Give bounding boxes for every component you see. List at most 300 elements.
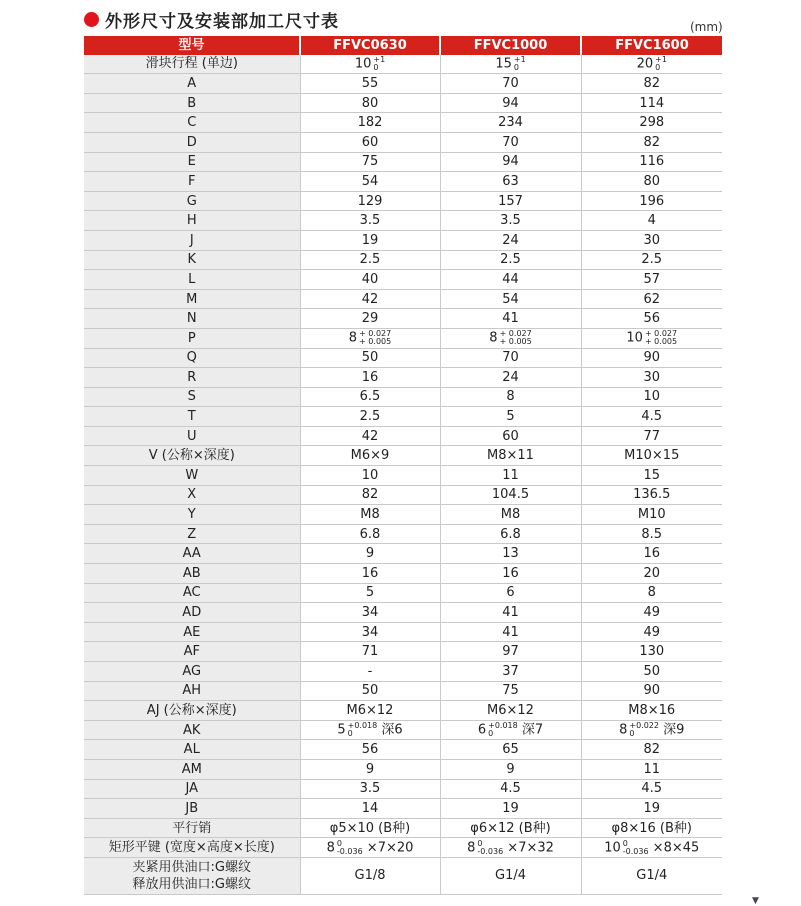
cell-value: 8 — [489, 330, 498, 346]
table-cell — [300, 230, 440, 250]
row-label: JB — [84, 799, 300, 819]
cell-value: 19 — [361, 232, 379, 248]
table-row — [84, 172, 722, 192]
table-cell — [300, 720, 440, 740]
cell-value: 196 — [639, 193, 665, 209]
tolerance-upper: + 0.027 — [359, 329, 392, 339]
cell-value: 42 — [361, 428, 379, 444]
table-cell — [581, 740, 722, 760]
table-cell — [440, 466, 581, 486]
row-label: G — [84, 191, 300, 211]
table-cell — [581, 250, 722, 270]
cell-value: 34 — [361, 624, 379, 640]
cell-value: 136.5 — [633, 487, 671, 503]
cell-suffix: ×7×32 — [503, 840, 554, 856]
cell-value: 16 — [361, 565, 379, 581]
row-label — [84, 857, 300, 894]
cell-value: 19 — [643, 800, 661, 816]
table-cell — [300, 368, 440, 388]
table-row — [84, 642, 722, 662]
cell-value: 82 — [643, 75, 661, 91]
table-row — [84, 466, 722, 486]
table-row — [84, 348, 722, 368]
table-cell — [581, 818, 722, 838]
tolerance-lower: 0 — [347, 729, 353, 739]
row-label: AJ (公称×深度) — [84, 701, 300, 721]
table-cell — [300, 564, 440, 584]
tolerance-lower: 0 — [373, 62, 379, 72]
cell-value: 2.5 — [641, 252, 663, 268]
table-cell — [581, 289, 722, 309]
tolerance-upper: + 0.027 — [499, 329, 532, 339]
table-cell — [440, 662, 581, 682]
table-row — [84, 328, 722, 348]
cell-value: 8 — [326, 840, 335, 856]
row-label: AA — [84, 544, 300, 564]
cell-value: 4.5 — [641, 409, 663, 425]
table-cell — [581, 446, 722, 466]
table-cell — [300, 211, 440, 231]
cell-value: 71 — [361, 644, 379, 660]
cell-suffix: 深6 — [377, 722, 403, 738]
table-cell — [440, 289, 581, 309]
table-cell — [440, 583, 581, 603]
cell-value: 15 — [495, 56, 512, 72]
cell-value: 42 — [361, 291, 379, 307]
table-cell — [440, 387, 581, 407]
table-cell — [581, 113, 722, 133]
table-cell — [581, 505, 722, 525]
table-cell — [440, 55, 581, 74]
table-cell — [581, 55, 722, 74]
table-cell — [300, 799, 440, 819]
row-label: V (公称×深度) — [84, 446, 300, 466]
tolerance-upper: 0 — [477, 838, 483, 848]
row-label: T — [84, 407, 300, 427]
table-cell — [581, 681, 722, 701]
cell-value: 10 — [361, 467, 379, 483]
row-label: R — [84, 368, 300, 388]
table-cell — [300, 818, 440, 838]
header-ffvc1000: FFVC1000 — [440, 36, 581, 55]
cell-value: 9 — [365, 546, 375, 562]
cell-value: 49 — [643, 605, 661, 621]
tolerance-upper: + 0.027 — [644, 329, 678, 339]
row-label: H — [84, 211, 300, 231]
cell-value: 90 — [643, 683, 661, 699]
table-cell — [300, 132, 440, 152]
table-row — [84, 55, 722, 74]
cell-value: 60 — [361, 134, 379, 150]
tolerance — [629, 722, 659, 738]
cell-value: 6.5 — [359, 389, 381, 405]
row-label: AC — [84, 583, 300, 603]
cell-value: φ8×16 (B种) — [611, 820, 692, 836]
table-row — [84, 426, 722, 446]
cell-value: 75 — [502, 683, 519, 699]
table-cell — [440, 191, 581, 211]
row-label: AB — [84, 564, 300, 584]
table-cell — [581, 857, 722, 894]
row-label-line: 释放用供油口:G螺纹 — [132, 876, 251, 892]
table-row — [84, 720, 722, 740]
table-cell — [440, 74, 581, 94]
table-cell — [440, 113, 581, 133]
table-cell — [440, 740, 581, 760]
cell-value: M6×12 — [346, 702, 394, 718]
table-row — [84, 622, 722, 642]
table-cell — [440, 132, 581, 152]
table-cell — [300, 544, 440, 564]
table-cell — [440, 348, 581, 368]
cell-value: M8 — [360, 507, 380, 523]
table-cell — [440, 426, 581, 446]
dimension-table — [84, 36, 722, 895]
table-row — [84, 230, 722, 250]
tolerance-upper: +0.022 — [629, 721, 659, 731]
cell-value: 16 — [643, 546, 661, 562]
unit-label: (mm) — [690, 20, 723, 34]
table-cell — [300, 681, 440, 701]
tolerance — [488, 722, 518, 738]
table-cell — [300, 152, 440, 172]
table-cell — [581, 387, 722, 407]
cell-value: 114 — [639, 95, 665, 111]
table-cell — [300, 662, 440, 682]
cell-value: 11 — [643, 761, 661, 777]
tolerance-lower: + 0.005 — [644, 337, 678, 347]
row-label: Y — [84, 505, 300, 525]
table-row — [84, 857, 722, 894]
cell-value: 182 — [357, 115, 383, 131]
section-title — [84, 6, 339, 32]
table-row — [84, 544, 722, 564]
table-row — [84, 387, 722, 407]
table-row — [84, 93, 722, 113]
table-cell — [440, 857, 581, 894]
tolerance-upper: +1 — [655, 54, 667, 64]
table-cell — [300, 466, 440, 486]
table-cell — [581, 74, 722, 94]
table-cell — [440, 93, 581, 113]
header-ffvc0630: FFVC0630 — [300, 36, 440, 55]
section-title-text: 外形尺寸及安装部加工尺寸表 — [105, 11, 339, 32]
cell-value: 8 — [619, 722, 628, 738]
cell-value: 50 — [361, 683, 379, 699]
table-cell — [581, 662, 722, 682]
cell-suffix: ×7×20 — [362, 840, 414, 856]
table-cell — [440, 152, 581, 172]
cell-value: 82 — [643, 742, 661, 758]
table-cell — [300, 191, 440, 211]
row-label: U — [84, 426, 300, 446]
table-row — [84, 740, 722, 760]
tolerance-lower: 0 — [629, 729, 635, 739]
scroll-down-icon: ▼ — [752, 896, 759, 906]
cell-value: 63 — [502, 173, 519, 189]
table-cell — [440, 524, 581, 544]
table-cell — [440, 368, 581, 388]
cell-value: 55 — [361, 75, 379, 91]
cell-value: 54 — [502, 291, 519, 307]
row-label: B — [84, 93, 300, 113]
table-cell — [300, 113, 440, 133]
cell-value: 6.8 — [500, 526, 521, 542]
cell-value: 3.5 — [359, 781, 381, 797]
table-cell — [581, 466, 722, 486]
tolerance-upper: +1 — [513, 54, 526, 64]
table-cell — [440, 446, 581, 466]
table-header-row — [84, 36, 722, 55]
tolerance-upper: 0 — [336, 838, 342, 848]
table-cell — [581, 407, 722, 427]
table-cell — [440, 818, 581, 838]
cell-value: 2.5 — [359, 252, 381, 268]
table-cell — [300, 328, 440, 348]
cell-value: 5 — [337, 722, 346, 738]
tolerance — [348, 722, 378, 738]
tolerance — [373, 56, 385, 72]
tolerance-upper: +0.018 — [347, 721, 378, 731]
table-row — [84, 838, 722, 858]
table-row — [84, 407, 722, 427]
cell-value: 4 — [647, 213, 656, 229]
cell-value: 15 — [643, 467, 661, 483]
cell-value: 80 — [643, 173, 661, 189]
cell-value: 70 — [502, 350, 519, 366]
row-label: JA — [84, 779, 300, 799]
row-label: Z — [84, 524, 300, 544]
table-cell — [440, 407, 581, 427]
cell-value: 70 — [502, 134, 519, 150]
cell-value: 13 — [502, 546, 519, 562]
table-row — [84, 191, 722, 211]
table-cell — [581, 759, 722, 779]
cell-value: 3.5 — [500, 213, 521, 229]
cell-value: 10 — [354, 56, 372, 72]
table-cell — [581, 799, 722, 819]
cell-value: 10 — [604, 840, 621, 856]
row-label: W — [84, 466, 300, 486]
cell-value: M10×15 — [624, 448, 680, 464]
cell-value: 20 — [643, 565, 661, 581]
table-cell — [300, 74, 440, 94]
table-row — [84, 113, 722, 133]
tolerance-upper: +1 — [373, 54, 386, 64]
cell-value: 3.5 — [359, 213, 381, 229]
row-label: 滑块行程 (单边) — [84, 55, 300, 74]
row-label: AH — [84, 681, 300, 701]
cell-value: 6 — [477, 722, 487, 738]
table-cell — [300, 505, 440, 525]
table-cell — [581, 701, 722, 721]
table-cell — [581, 564, 722, 584]
cell-value: 5 — [365, 585, 375, 601]
tolerance-lower: -0.036 — [622, 846, 649, 856]
tolerance-lower: -0.036 — [336, 846, 363, 856]
table-cell — [440, 720, 581, 740]
cell-value: 82 — [643, 134, 661, 150]
header-ffvc1600: FFVC1600 — [581, 36, 722, 55]
table-cell — [581, 93, 722, 113]
red-bullet-icon — [84, 12, 99, 27]
cell-value: 41 — [502, 624, 519, 640]
table-cell — [440, 328, 581, 348]
row-label: AD — [84, 603, 300, 623]
cell-value: 41 — [502, 605, 519, 621]
cell-value: 56 — [643, 311, 661, 327]
table-cell — [300, 387, 440, 407]
cell-value: M6×12 — [487, 702, 534, 718]
table-cell — [581, 544, 722, 564]
tolerance — [500, 330, 532, 346]
cell-value: φ5×10 (B种) — [329, 820, 411, 836]
cell-value: M8×16 — [628, 702, 676, 718]
table-row — [84, 309, 722, 329]
table-cell — [300, 309, 440, 329]
table-cell — [581, 838, 722, 858]
cell-value: 6.8 — [359, 526, 381, 542]
cell-value: 129 — [357, 193, 383, 209]
table-cell — [581, 720, 722, 740]
table-cell — [581, 485, 722, 505]
cell-value: 10 — [626, 330, 643, 346]
table-row — [84, 446, 722, 466]
table-cell — [581, 211, 722, 231]
table-row — [84, 132, 722, 152]
cell-value: G1/4 — [636, 868, 668, 884]
table-cell — [440, 309, 581, 329]
table-row — [84, 152, 722, 172]
row-label: L — [84, 270, 300, 290]
cell-value: 24 — [502, 232, 519, 248]
table-row — [84, 368, 722, 388]
table-row — [84, 250, 722, 270]
table-cell — [300, 407, 440, 427]
table-cell — [581, 524, 722, 544]
table-cell — [300, 93, 440, 113]
cell-value: G1/4 — [495, 868, 526, 884]
tolerance-lower: + 0.005 — [499, 337, 532, 347]
table-cell — [440, 485, 581, 505]
tolerance — [655, 56, 667, 72]
cell-value: 16 — [361, 369, 379, 385]
table-row — [84, 681, 722, 701]
cell-value: 70 — [502, 75, 519, 91]
row-label: AL — [84, 740, 300, 760]
cell-value: 29 — [361, 311, 379, 327]
table-row — [84, 289, 722, 309]
row-label: X — [84, 485, 300, 505]
table-cell — [300, 779, 440, 799]
table-cell — [300, 289, 440, 309]
row-label: A — [84, 74, 300, 94]
header-model: 型号 — [84, 36, 300, 55]
row-label: C — [84, 113, 300, 133]
table-cell — [440, 544, 581, 564]
tolerance-lower: 0 — [513, 62, 519, 72]
table-cell — [440, 701, 581, 721]
tolerance-lower: + 0.005 — [359, 337, 392, 347]
table-cell — [440, 230, 581, 250]
cell-value: 44 — [502, 271, 519, 287]
row-label: 平行销 — [84, 818, 300, 838]
table-cell — [300, 759, 440, 779]
cell-value: M8 — [500, 507, 521, 523]
cell-value: 30 — [643, 369, 661, 385]
row-label: P — [84, 328, 300, 348]
row-label: Q — [84, 348, 300, 368]
table-row — [84, 270, 722, 290]
table-cell — [300, 250, 440, 270]
cell-value: 9 — [506, 761, 515, 777]
cell-value: G1/8 — [354, 868, 386, 884]
table-cell — [300, 838, 440, 858]
row-label: N — [84, 309, 300, 329]
table-row — [84, 583, 722, 603]
cell-value: 8.5 — [641, 526, 663, 542]
cell-value: φ6×12 (B种) — [470, 820, 551, 836]
cell-value: 8 — [467, 840, 476, 856]
cell-value: 11 — [502, 467, 519, 483]
cell-value: 82 — [361, 487, 379, 503]
row-label: AG — [84, 662, 300, 682]
cell-value: 16 — [502, 565, 519, 581]
cell-value: 9 — [365, 761, 375, 777]
cell-value: 56 — [361, 742, 379, 758]
row-label: S — [84, 387, 300, 407]
tolerance — [337, 840, 363, 856]
tolerance — [623, 840, 649, 856]
cell-value: 24 — [502, 369, 519, 385]
table-cell — [440, 779, 581, 799]
table-cell — [440, 211, 581, 231]
table-cell — [300, 446, 440, 466]
table-row — [84, 779, 722, 799]
cell-value: 6 — [506, 585, 515, 601]
cell-value: 14 — [361, 800, 379, 816]
table-cell — [581, 348, 722, 368]
cell-value: 94 — [502, 154, 519, 170]
table-cell — [300, 348, 440, 368]
row-label: AE — [84, 622, 300, 642]
table-cell — [440, 838, 581, 858]
cell-value: 34 — [361, 605, 379, 621]
row-label: AF — [84, 642, 300, 662]
table-body — [84, 55, 722, 895]
table-row — [84, 799, 722, 819]
cell-value: 30 — [643, 232, 661, 248]
table-cell — [440, 172, 581, 192]
table-cell — [581, 132, 722, 152]
row-label: K — [84, 250, 300, 270]
cell-value: 77 — [643, 428, 661, 444]
table-cell — [581, 270, 722, 290]
cell-value: 8 — [348, 330, 358, 346]
cell-value: 62 — [643, 291, 661, 307]
cell-value: 4.5 — [500, 781, 521, 797]
cell-value: 2.5 — [500, 252, 521, 268]
table-row — [84, 485, 722, 505]
table-cell — [300, 642, 440, 662]
cell-value: 116 — [639, 154, 665, 170]
cell-value: 40 — [361, 271, 379, 287]
cell-value: 19 — [502, 800, 519, 816]
table-cell — [300, 485, 440, 505]
cell-value: 157 — [498, 193, 523, 209]
cell-value: 104.5 — [491, 487, 530, 503]
cell-value: M6×9 — [350, 448, 390, 464]
